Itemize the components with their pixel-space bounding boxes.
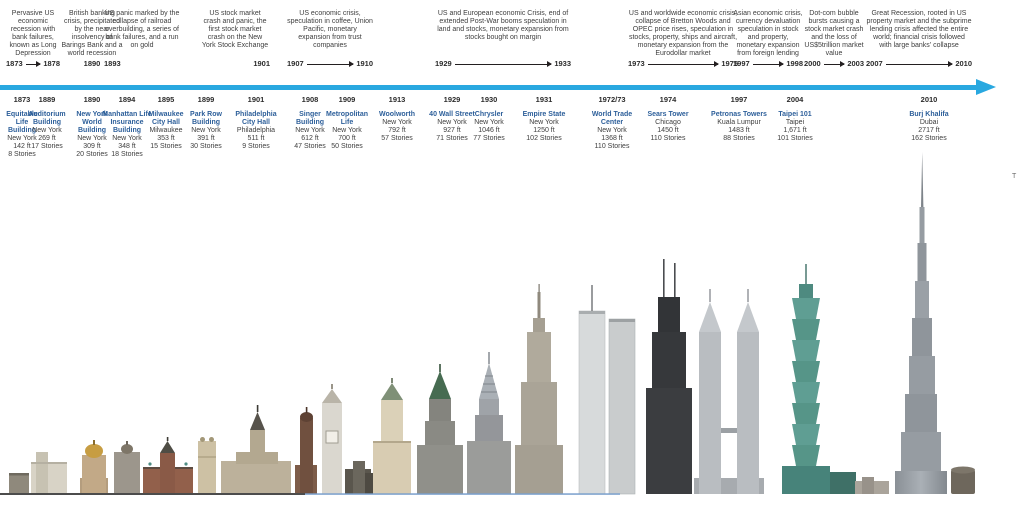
building-city: New York (77, 135, 107, 143)
building-height: 1450 ft (657, 127, 679, 135)
crisis-years (287, 60, 373, 69)
building-city: New York (474, 119, 504, 127)
year-range-arrow-icon (648, 64, 719, 65)
building-silhouette-world-trade-center (579, 285, 635, 494)
building-silhouette-auditorium (31, 452, 67, 494)
crisis-years (435, 60, 571, 69)
building-silhouette-new-york-world (80, 440, 108, 494)
building-height: 348 ft (118, 143, 136, 151)
crisis-text: US and worldwide economic crisis, collapse of Bretton Woods and OPEC price rises, speculation in stocks, property, ships and aircraft, monetary expansion from the Eurodollar market (628, 10, 738, 57)
building-silhouette-petronas-towers (694, 289, 764, 494)
building-silhouette-singer (295, 407, 317, 494)
crisis-end-year: 1975 (721, 59, 738, 68)
crisis-start-year: 1997 (733, 59, 750, 68)
building-column (467, 95, 511, 143)
building-silhouette-woolworth (373, 378, 411, 494)
year-range-arrow-icon (455, 64, 552, 65)
building-year: 1929 (443, 95, 461, 104)
building-stories: 30 Stories (190, 143, 222, 151)
building-column (710, 95, 768, 143)
crisis-text: US stock market crash and panic, the first stock market crash on the New York Stock Exchange (201, 10, 269, 49)
building-silhouette-park-row (198, 437, 216, 494)
building-name: Park Row Building (190, 111, 222, 127)
building-year: 1873 (13, 95, 31, 104)
building-name: Burj Khalifa (909, 111, 949, 118)
building-stories: 110 Stories (594, 143, 630, 151)
building-stories: 71 Stories (436, 135, 468, 143)
building-silhouette-milwaukee-city-hall (143, 437, 193, 494)
crisis-note (200, 10, 270, 68)
building-stories: 15 Stories (150, 143, 182, 151)
building-column (519, 95, 569, 143)
building-year: 1909 (338, 95, 356, 104)
crisis-start-year: 1929 (435, 59, 452, 68)
year-range-arrow-icon (307, 64, 354, 65)
crisis-start-year: 2000 (804, 59, 821, 68)
building-name: Equitable Life Building (6, 111, 38, 135)
building-name: Auditorium Building (28, 111, 66, 127)
building-city: New York (32, 127, 62, 135)
year-range-arrow-icon (26, 64, 41, 65)
building-name: Woolworth (378, 111, 416, 118)
building-stories: 101 Stories (777, 135, 813, 143)
building-name: Manhattan Life Insurance Building (102, 111, 152, 135)
building-column (229, 95, 283, 151)
building-height: 927 ft (443, 127, 461, 135)
building-height: 142 ft (13, 143, 31, 151)
building-column (773, 95, 817, 143)
building-year: 1908 (301, 95, 319, 104)
building-stories: 162 Stories (911, 135, 947, 143)
building-name: Taipei 101 (778, 111, 812, 118)
crisis-years (804, 60, 864, 69)
building-city: New York (382, 119, 412, 127)
crisis-start-year: 2007 (866, 59, 883, 68)
building-city: Milwaukee (149, 127, 183, 135)
building-name: World Trade Center (591, 111, 633, 127)
building-height: 309 ft (83, 143, 101, 151)
crisis-year: 1890 (83, 59, 101, 68)
year-range-arrow-icon (753, 64, 784, 65)
building-year: 1899 (197, 95, 215, 104)
building-height: 1368 ft (601, 135, 623, 143)
building-column (26, 95, 68, 151)
building-city: Dubai (919, 119, 939, 127)
crisis-years (733, 60, 803, 69)
building-name: Empire State (522, 111, 566, 118)
building-year: 1997 (730, 95, 748, 104)
timeline-arrow (0, 85, 978, 90)
crisis-end-year: 1998 (786, 59, 803, 68)
building-silhouette-taipei-101 (782, 264, 856, 494)
building-name: Chrysler (474, 111, 504, 118)
building-city: Kuala Lumpur (717, 119, 761, 127)
building-height: 792 ft (388, 127, 406, 135)
stray-artifact: T (1012, 173, 1017, 180)
building-name: New York World Building (76, 111, 108, 135)
crisis-text: US and European economic Crisis, end of extended Post-War booms speculation in land and stocks, monetary expansion from stocks bought on margin (437, 10, 569, 41)
building-silhouette-40-wall-street (417, 364, 463, 494)
building-height: 1046 ft (478, 127, 500, 135)
building-stories: 77 Stories (473, 135, 505, 143)
crisis-end-year: 1933 (554, 59, 571, 68)
crisis-text: Dot-com bubble bursts causing a stock market crash and the loss of US$5trillion market value (804, 10, 864, 57)
crisis-note (628, 10, 738, 68)
building-silhouette-sears-tower (646, 259, 692, 494)
building-column (588, 95, 636, 151)
crisis-text: Great Recession, rooted in US property market and the subprime lending crisis affected the entire world; financial crisis followed with large banks' collapse (866, 10, 972, 49)
year-range-arrow-icon (886, 64, 953, 65)
building-silhouette-philadelphia-city-hall (221, 405, 291, 494)
building-name: 40 Wall Street (429, 111, 475, 118)
building-stories: 50 Stories (331, 143, 363, 151)
building-stories: 9 Stories (242, 143, 270, 151)
crisis-end-year: 2010 (955, 59, 972, 68)
building-stories: 17 Stories (31, 143, 63, 151)
crisis-note (6, 10, 60, 68)
building-city: New York (191, 127, 221, 135)
building-height: 1,671 ft (783, 127, 807, 135)
crisis-years (104, 60, 180, 69)
building-silhouette-manhattan-life (114, 441, 140, 494)
crisis-year: 1893 (104, 59, 121, 68)
building-height: 612 ft (301, 135, 319, 143)
building-stories: 88 Stories (723, 135, 755, 143)
crisis-note (804, 10, 864, 68)
building-stories: 18 Stories (111, 151, 143, 159)
building-year: 1895 (157, 95, 175, 104)
crisis-text: British banking crisis, precipitated by the near insolvency of Barings Bank and a world recession (61, 10, 123, 57)
ground-line (0, 493, 620, 495)
building-city: New York (529, 119, 559, 127)
crisis-text: Asian economic crisis, currency devaluation speculation in stock and property, monetary expansion from foreign lending (733, 10, 803, 57)
crisis-note (866, 10, 972, 68)
building-stories: 47 Stories (294, 143, 326, 151)
crisis-note (104, 10, 180, 68)
building-height: 511 ft (247, 135, 265, 143)
building-city: Philadelphia (236, 127, 276, 135)
year-range-arrow-icon (824, 64, 845, 65)
building-silhouette-chrysler (467, 352, 511, 494)
crisis-start-year: 1973 (628, 59, 645, 68)
building-column (374, 95, 420, 143)
building-city: New York (7, 135, 37, 143)
building-year: 1901 (247, 95, 265, 104)
building-stories: 20 Stories (76, 151, 108, 159)
building-year: 2004 (786, 95, 804, 104)
building-city: New York (112, 135, 142, 143)
building-name: Sears Tower (647, 111, 689, 118)
building-city: New York (332, 127, 362, 135)
building-name: Milwaukee City Hall (148, 111, 184, 127)
building-year: 1894 (118, 95, 136, 104)
building-column (144, 95, 188, 151)
crisis-note (435, 10, 571, 68)
crisis-start-year: 1907 (287, 59, 304, 68)
building-name: Metropolitan Life (326, 111, 368, 127)
building-year: 1974 (659, 95, 677, 104)
building-height: 269 ft (38, 135, 56, 143)
building-stories: 8 Stories (8, 151, 36, 159)
building-height: 1483 ft (728, 127, 750, 135)
crisis-end-year: 2003 (847, 59, 864, 68)
building-stories: 57 Stories (381, 135, 413, 143)
crisis-note (733, 10, 803, 68)
building-name: Singer Building (296, 111, 324, 127)
low-rise-fillers (345, 461, 377, 494)
building-stories: 102 Stories (526, 135, 562, 143)
building-name: Petronas Towers (711, 111, 767, 118)
crisis-text: US panic marked by the collapse of railroad overbuilding, a series of bank failures, and a run on gold (104, 10, 180, 49)
building-height: 700 ft (338, 135, 356, 143)
crisis-text: US economic crisis, speculation in coffee, Union Pacific, monetary expansion from trust companies (287, 10, 373, 49)
building-column (185, 95, 227, 151)
building-stories: 110 Stories (650, 135, 686, 143)
building-column (905, 95, 953, 143)
crisis-years (6, 60, 60, 69)
building-silhouette-burj-khalifa (855, 152, 975, 494)
building-name: Philadelphia City Hall (235, 111, 277, 127)
timeline-arrow-head-icon (976, 79, 996, 95)
crisis-years (200, 60, 270, 69)
crisis-end-year: 1910 (356, 59, 373, 68)
crisis-start-year: 1873 (6, 59, 23, 68)
building-city: New York (597, 127, 627, 135)
building-height: 2717 ft (918, 127, 940, 135)
building-height: 391 ft (197, 135, 215, 143)
building-year: 1913 (388, 95, 406, 104)
crisis-note (287, 10, 373, 68)
crisis-years (866, 60, 972, 69)
building-year: 1972/73 (598, 95, 626, 104)
building-city: Chicago (655, 119, 681, 127)
building-city: New York (295, 127, 325, 135)
building-silhouette-metropolitan-life (322, 384, 342, 494)
building-silhouette-empire-state (515, 284, 563, 494)
building-height: 1250 ft (533, 127, 555, 135)
building-column (323, 95, 371, 151)
building-year: 1931 (535, 95, 553, 104)
building-silhouette-equitable-life (9, 473, 29, 494)
crisis-end-year: 1878 (43, 59, 60, 68)
crisis-text: Pervasive US economic recession with bank failures, known as Long Depression (9, 10, 57, 57)
building-column (645, 95, 691, 143)
building-city: Taipei (785, 119, 805, 127)
crisis-years (628, 60, 738, 69)
building-year: 1930 (480, 95, 498, 104)
building-height: 353 ft (157, 135, 175, 143)
building-year: 1890 (83, 95, 101, 104)
building-year: 2010 (920, 95, 938, 104)
building-year: 1889 (38, 95, 56, 104)
building-city: New York (437, 119, 467, 127)
crisis-year: 1901 (253, 59, 270, 68)
